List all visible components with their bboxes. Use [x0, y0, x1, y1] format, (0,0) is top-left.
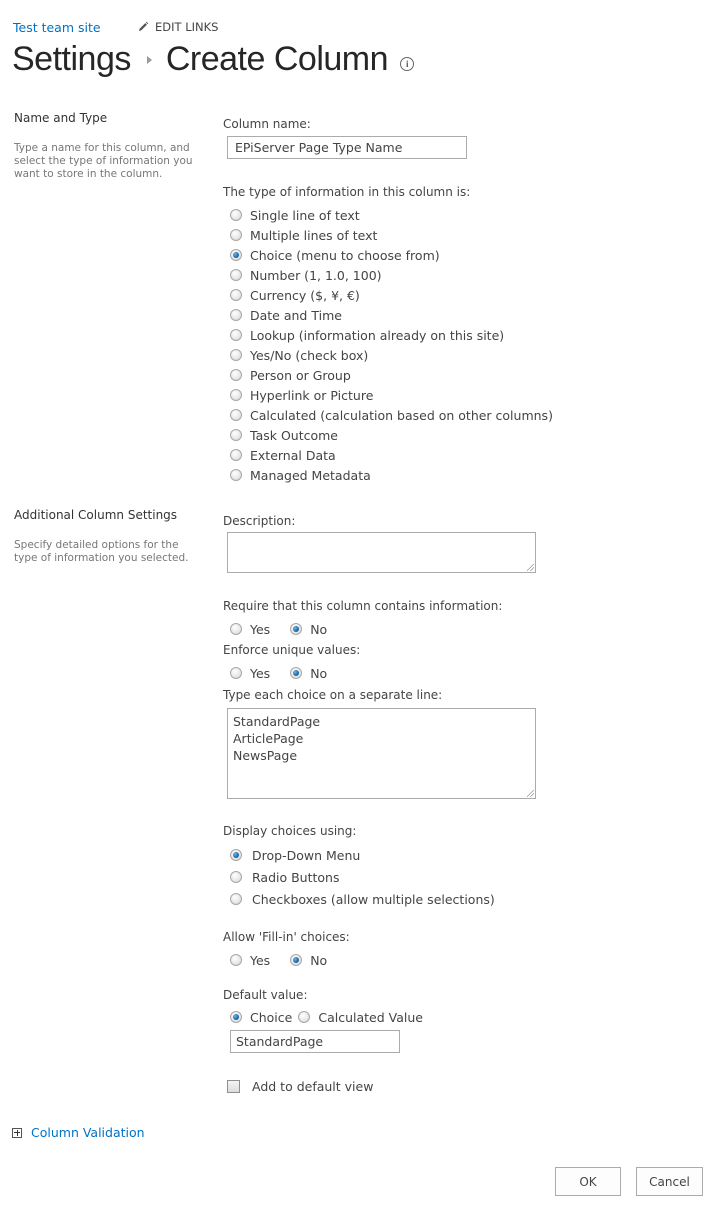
- section-title-additional: Additional Column Settings: [14, 508, 178, 522]
- edit-links-button[interactable]: [137, 20, 218, 34]
- default-calculated-label: Calculated Value: [318, 1009, 423, 1025]
- type-radio[interactable]: [230, 389, 242, 401]
- type-radio[interactable]: [230, 409, 242, 421]
- breadcrumb-settings[interactable]: Settings: [12, 40, 131, 78]
- column-validation-link[interactable]: Column Validation: [31, 1125, 145, 1140]
- fillin-label: Allow 'Fill-in' choices:: [223, 930, 350, 944]
- add-to-view-label: Add to default view: [252, 1078, 374, 1094]
- type-radio[interactable]: [230, 329, 242, 341]
- type-radio[interactable]: [230, 369, 242, 381]
- column-name-value: EPiServer Page Type Name: [235, 140, 403, 155]
- type-radio[interactable]: [230, 229, 242, 241]
- display-radio-buttons-radio[interactable]: [230, 871, 242, 883]
- default-value-text: StandardPage: [236, 1034, 324, 1049]
- type-option-label: Calculated (calculation based on other columns): [250, 407, 553, 423]
- info-icon[interactable]: i: [400, 57, 414, 71]
- description-textarea[interactable]: [227, 532, 536, 573]
- fillin-no-label: No: [310, 952, 328, 968]
- choice-line: StandardPage: [233, 714, 321, 729]
- type-option-label: Single line of text: [250, 207, 360, 223]
- type-option-label: Currency ($, ¥, €): [250, 287, 360, 303]
- type-option-label: Multiple lines of text: [250, 227, 378, 243]
- type-option-label: Person or Group: [250, 367, 351, 383]
- pencil-icon: [137, 21, 149, 33]
- display-option-radio-buttons[interactable]: [230, 866, 495, 888]
- type-option-label: Hyperlink or Picture: [250, 387, 374, 403]
- type-option-label: Number (1, 1.0, 100): [250, 267, 382, 283]
- cancel-button[interactable]: Cancel: [636, 1167, 703, 1196]
- unique-no-radio[interactable]: [290, 667, 302, 679]
- fillin-radio-group: [230, 950, 347, 970]
- type-option[interactable]: [230, 265, 553, 285]
- fillin-yes-option[interactable]: [230, 953, 270, 968]
- type-radio-group: [230, 205, 553, 485]
- section-title-name-type: Name and Type: [14, 111, 108, 125]
- type-radio[interactable]: [230, 209, 242, 221]
- type-option[interactable]: [230, 405, 553, 425]
- add-to-view-row[interactable]: [227, 1076, 373, 1096]
- display-dropdown-radio[interactable]: [230, 849, 242, 861]
- type-radio[interactable]: [230, 269, 242, 281]
- default-mode-radio-group: [230, 1007, 443, 1027]
- unique-yes-radio[interactable]: [230, 667, 242, 679]
- display-label: Display choices using:: [223, 824, 357, 838]
- type-option[interactable]: [230, 305, 553, 325]
- column-name-label: Column name:: [223, 117, 311, 131]
- default-choice-radio[interactable]: [230, 1011, 242, 1023]
- type-option[interactable]: [230, 445, 553, 465]
- type-option[interactable]: [230, 465, 553, 485]
- unique-label: Enforce unique values:: [223, 643, 361, 657]
- choice-line: NewsPage: [233, 748, 298, 763]
- type-radio[interactable]: [230, 449, 242, 461]
- type-option-label: Choice (menu to choose from): [250, 247, 440, 263]
- fillin-yes-radio[interactable]: [230, 954, 242, 966]
- description-label: Description:: [223, 514, 296, 528]
- type-option-label: Task Outcome: [250, 427, 339, 443]
- display-checkboxes-radio[interactable]: [230, 893, 242, 905]
- default-value-label: Default value:: [223, 988, 308, 1002]
- type-radio[interactable]: [230, 309, 242, 321]
- ok-button[interactable]: OK: [555, 1167, 621, 1196]
- type-option-label: Date and Time: [250, 307, 342, 323]
- fillin-no-option[interactable]: [290, 953, 327, 968]
- type-option[interactable]: [230, 345, 553, 365]
- section-desc-additional: Specify detailed options for the type of information you selected.: [14, 539, 189, 564]
- unique-no-label: No: [310, 665, 328, 681]
- resize-grip-icon[interactable]: [527, 790, 534, 797]
- choices-label: Type each choice on a separate line:: [223, 688, 443, 702]
- choice-line: ArticlePage: [233, 731, 304, 746]
- require-yes-label: Yes: [250, 621, 271, 637]
- type-label: The type of information in this column is:: [223, 185, 471, 199]
- type-option[interactable]: [230, 285, 553, 305]
- column-name-input[interactable]: [227, 136, 467, 159]
- edit-links-label: EDIT LINKS: [155, 20, 219, 34]
- page-title: [12, 40, 414, 79]
- type-option[interactable]: [230, 385, 553, 405]
- require-radio-group: [230, 619, 347, 639]
- display-option-label: Checkboxes (allow multiple selections): [252, 891, 495, 907]
- display-option-dropdown[interactable]: [230, 844, 495, 866]
- require-yes-option[interactable]: [230, 622, 270, 637]
- unique-yes-label: Yes: [250, 665, 271, 681]
- default-choice-option[interactable]: [230, 1010, 292, 1025]
- column-validation-expander[interactable]: [12, 1125, 145, 1140]
- type-option[interactable]: [230, 225, 553, 245]
- unique-radio-group: [230, 663, 347, 683]
- type-option-label: Yes/No (check box): [250, 347, 369, 363]
- default-value-input[interactable]: [230, 1030, 400, 1053]
- type-option[interactable]: [230, 205, 553, 225]
- default-calculated-option[interactable]: [298, 1010, 423, 1025]
- expand-plus-icon: [12, 1128, 22, 1138]
- require-yes-radio[interactable]: [230, 623, 242, 635]
- require-no-label: No: [310, 621, 328, 637]
- require-label: Require that this column contains information:: [223, 599, 503, 613]
- type-option[interactable]: [230, 325, 553, 345]
- type-option[interactable]: [230, 245, 553, 265]
- display-radio-group: [230, 844, 495, 910]
- type-radio[interactable]: [230, 289, 242, 301]
- display-option-label: Drop-Down Menu: [252, 847, 361, 863]
- resize-grip-icon[interactable]: [527, 564, 534, 571]
- display-option-label: Radio Buttons: [252, 869, 340, 885]
- require-no-radio[interactable]: [290, 623, 302, 635]
- require-no-option[interactable]: [290, 622, 327, 637]
- type-option-label: Managed Metadata: [250, 467, 371, 483]
- type-option[interactable]: [230, 365, 553, 385]
- type-radio[interactable]: [230, 249, 242, 261]
- page-title-text: Create Column: [165, 40, 389, 78]
- display-option-checkboxes[interactable]: [230, 888, 495, 910]
- default-calculated-radio[interactable]: [298, 1011, 310, 1023]
- unique-yes-option[interactable]: [230, 666, 270, 681]
- site-link[interactable]: Test team site: [13, 20, 101, 35]
- fillin-no-radio[interactable]: [290, 954, 302, 966]
- add-to-view-checkbox[interactable]: [227, 1080, 240, 1093]
- unique-no-option[interactable]: [290, 666, 327, 681]
- type-radio[interactable]: [230, 429, 242, 441]
- type-radio[interactable]: [230, 349, 242, 361]
- type-radio[interactable]: [230, 469, 242, 481]
- type-option[interactable]: [230, 425, 553, 445]
- type-option-label: Lookup (information already on this site): [250, 327, 505, 343]
- choices-textarea[interactable]: [227, 708, 536, 799]
- section-desc-name-type: Type a name for this column, and select the type of information you want to store in the column.: [14, 142, 193, 180]
- breadcrumb-arrow-icon: [147, 56, 152, 64]
- default-choice-label: Choice: [250, 1009, 293, 1025]
- fillin-yes-label: Yes: [250, 952, 271, 968]
- type-option-label: External Data: [250, 447, 336, 463]
